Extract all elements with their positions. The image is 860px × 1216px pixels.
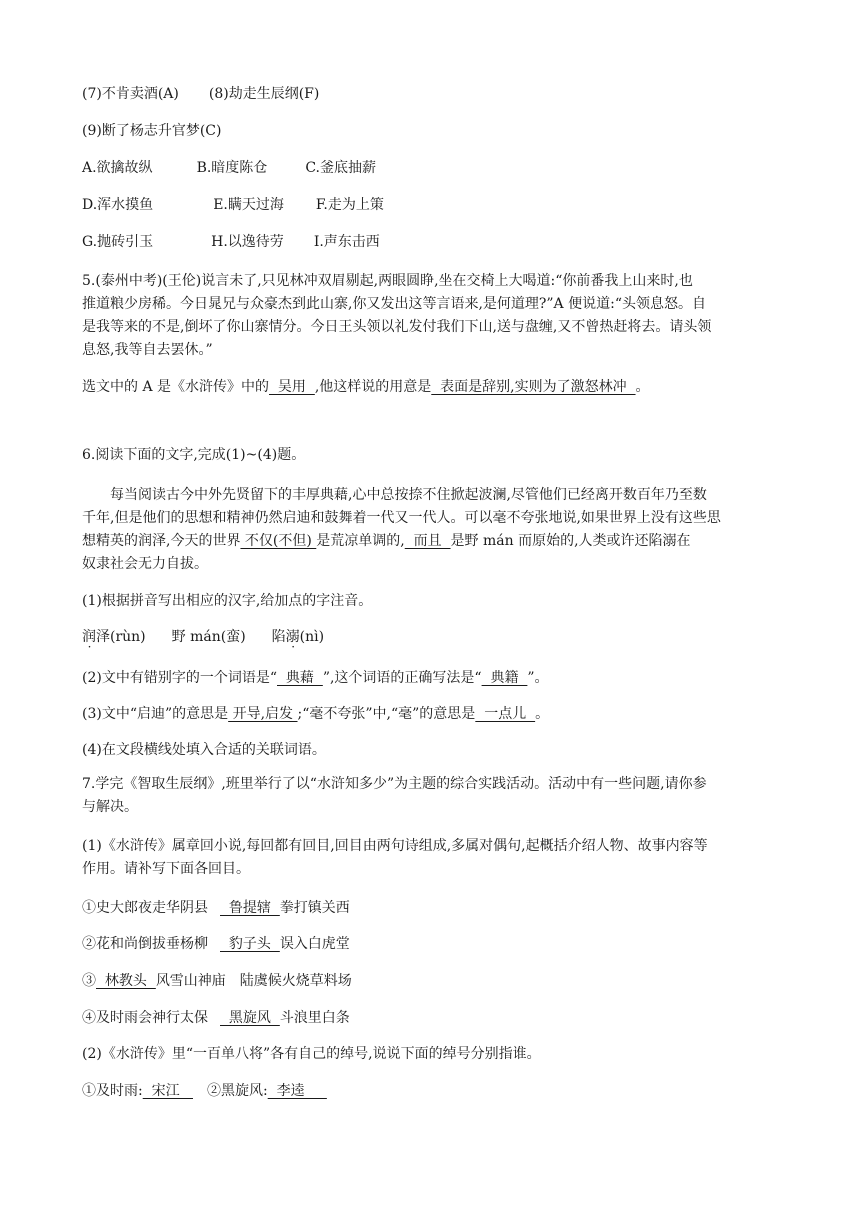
q5-passage-line-1: 5.(泰州中考)(王伦)说言未了,只见林冲双眉剔起,两眼圆睁,坐在交椅上大喝道:“你前番我上山来时,也	[82, 273, 693, 289]
option-i: I.声东击西	[313, 234, 380, 250]
q6-title: 6.阅读下面的文字,完成(1)~(4)题。	[82, 447, 306, 463]
q5-passage-line-3: 是我等来的不是,倒坏了你山寨情分。今日王头领以礼发付我们下山,送与盘缠,又不曾热赶将去。请头领	[82, 319, 712, 335]
q6-sub-2-end: ”。	[527, 670, 549, 686]
q7-chapter-4	[82, 1008, 350, 1028]
q7-intro-line-2: 与解决。	[82, 799, 138, 815]
q6-answer-conjunction-2: 而且	[404, 533, 451, 549]
q6-answer-conjunction-1: 不仅(不但)	[240, 533, 317, 549]
q6-sub-3-middle: ;“毫不夸张”中,“毫”的意思是	[297, 706, 476, 722]
q7-nickname-2-label: ②黑旋风:	[206, 1083, 268, 1099]
q6-sub-2	[82, 668, 549, 688]
q5-passage-line-4: 息怒,我等自去罢休。”	[82, 342, 213, 358]
q7-chapter-1-prefix: ①史大郎夜走华阴县	[82, 900, 208, 916]
q7-chapter-2-suffix: 误入白虎堂	[279, 936, 350, 952]
q4-items-row2	[82, 121, 221, 141]
q6-answer-man: 野 mán(蛮)	[171, 629, 246, 645]
q7-sub-2: (2)《水浒传》里“一百单八将”各有自己的绰号,说说下面的绰号分别指谁。	[82, 1046, 541, 1062]
q6-answer-ni: (nì)	[299, 629, 325, 645]
q7-chapter-1	[82, 898, 350, 918]
option-f: F.走为上策	[315, 197, 384, 213]
q5-question-middle: ,他这样说的用意是	[314, 379, 432, 395]
option-c: C.釜底抽薪	[305, 160, 376, 176]
q6-passage-line-2: 千年,但是他们的思想和精神仍然启迪和鼓舞着一代又一代人。可以毫不夸张地说,如果世界上没有这些思	[82, 510, 721, 526]
q6-sub-4: (4)在文段横线处填入合适的关联词语。	[82, 742, 326, 758]
option-b: B.暗度陈仓	[196, 160, 268, 176]
q7-chapter-2	[82, 934, 350, 954]
q7-chapter-3	[82, 971, 352, 991]
q7-answer-linjiaotou: 林教头	[96, 973, 156, 989]
q7-chapter-4-prefix: ④及时雨会神行太保	[82, 1010, 208, 1026]
q6-word-xian: 陷	[271, 629, 286, 645]
q5-question-prefix: 选文中的 A 是《水浒传》中的	[82, 379, 270, 395]
q6-sub-3	[82, 704, 549, 724]
dotted-char-run: 润	[82, 629, 96, 645]
option-h: H.以逸待劳	[211, 234, 284, 250]
q6-passage-line-1: 每当阅读古今中外先贤留下的丰厚典藉,心中总按捺不住掀起波澜,尽管他们已经离开数百年乃至数	[110, 487, 707, 503]
option-d: D.浑水摸鱼	[82, 197, 154, 213]
q6-answer-wrong-word: 典藉	[277, 670, 323, 686]
q7-sub-1-line-2: 作用。请补写下面各回目。	[82, 861, 250, 877]
q7-answer-likui: 李逵	[267, 1083, 327, 1099]
dotted-char-ni: 溺	[285, 629, 300, 645]
q7-answer-baozitou: 豹子头	[220, 936, 280, 952]
q6-passage-line-4: 奴隶社会无力自拔。	[82, 556, 208, 572]
q6-passage-line-3-prefix: 想精英的润泽,今天的世界	[82, 533, 241, 549]
q6-answer-hao: 一点儿	[475, 706, 536, 722]
q6-sub-2-prefix: (2)文中有错别字的一个词语是“	[82, 670, 277, 686]
q4-options-row1	[82, 158, 376, 178]
q7-answer-lutixia: 鲁提辖	[220, 900, 280, 916]
q6-passage-line-3-middle: 是荒凉单调的,	[316, 533, 405, 549]
q7-chapter-1-suffix: 拳打镇关西	[279, 900, 350, 916]
option-a: A.欲擒故纵	[82, 160, 153, 176]
q6-sub-1: (1)根据拼音写出相应的汉字,给加点的字注音。	[82, 593, 373, 609]
q5-passage-line-2: 推道粮少房稀。今日晁兄与众豪杰到此山寨,你又发出这等言语来,是何道理?”A 便说道:“头领息怒。自	[82, 296, 706, 312]
q7-nicknames	[82, 1081, 327, 1101]
option-g: G.抛砖引玉	[82, 234, 154, 250]
q7-chapter-4-suffix: 斗浪里白条	[279, 1010, 350, 1026]
q7-nickname-1-label: ①及时雨:	[82, 1083, 143, 1099]
q7-answer-songjiang: 宋江	[142, 1083, 193, 1099]
q6-sub-3-end: 。	[535, 706, 550, 722]
q7-answer-heixuanfeng: 黑旋风	[220, 1010, 280, 1026]
q7-sub-1-line-1: (1)《水浒传》属章回小说,每回都有回目,回目由两句诗组成,多属对偶句,起概括介绍人物、故事内容等	[82, 838, 708, 854]
q6-passage-line-3-end: 是野 mán 而原始的,人类或许还陷溺在	[450, 533, 691, 549]
q7-chapter-2-prefix: ②花和尚倒拔垂杨柳	[82, 936, 208, 952]
q6-answer-qidi: 开导,启发	[228, 706, 298, 722]
q4-item-8: (8)劫走生辰纲(F)	[208, 86, 320, 102]
q5-question	[82, 377, 650, 397]
q7-intro-line-1: 7.学完《智取生辰纲》,班里举行了以“水浒知多少”为主题的综合实践活动。活动中有一些问题,请你参	[82, 776, 707, 792]
q5-answer-intent: 表面是辞别,实则为了激怒林冲	[431, 379, 636, 395]
q6-sub-1-answers	[82, 627, 324, 647]
q5-question-end: 。	[635, 379, 650, 395]
q6-sub-3-prefix: (3)文中“启迪”的意思是	[82, 706, 229, 722]
q7-chapter-3-prefix: ③	[82, 973, 96, 989]
q5-answer-person: 吴用	[269, 379, 315, 395]
q6-answer-run: 泽(rùn)	[96, 629, 146, 645]
q7-chapter-3-suffix: 风雪山神庙 陆虞候火烧草料场	[155, 973, 352, 989]
q4-item-7: (7)不肯卖酒(A)	[82, 86, 179, 102]
option-e: E.瞒天过海	[213, 197, 284, 213]
q6-passage-line-3	[82, 531, 691, 551]
q6-sub-2-middle: ”,这个词语的正确写法是“	[322, 670, 482, 686]
q4-items-row1	[82, 84, 319, 104]
q6-answer-correct-word: 典籍	[481, 670, 528, 686]
q4-options-row3	[82, 232, 380, 252]
q4-item-9: (9)断了杨志升官梦(C)	[82, 123, 222, 139]
q4-options-row2	[82, 195, 384, 215]
